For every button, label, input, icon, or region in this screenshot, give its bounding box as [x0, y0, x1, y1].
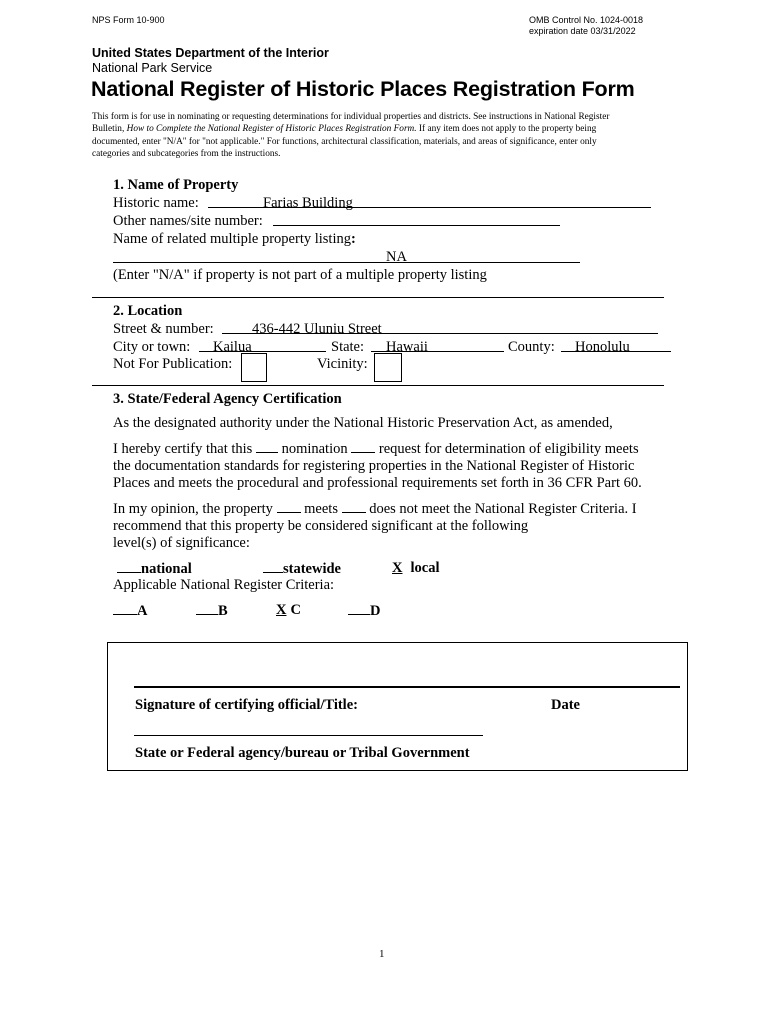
- opinion-text-b: meets: [304, 501, 338, 517]
- criteria-b-letter: B: [218, 603, 228, 619]
- criteria-c-letter: C: [290, 602, 301, 618]
- certify-text-a: I hereby certify that this: [113, 441, 253, 457]
- opinion-line-1: [113, 499, 637, 518]
- intro-na-text: If any item does not apply to the property being: [416, 124, 597, 135]
- criteria-c-mark[interactable]: X: [276, 602, 287, 618]
- intro-line-1: This form is for use in nominating or requesting determinations for individual properties and districts. See instructions in National Register: [92, 112, 610, 122]
- criteria-b-blank[interactable]: [196, 601, 218, 615]
- not-for-publication-label: Not For Publication:: [113, 356, 233, 372]
- service-name: National Park Service: [92, 61, 213, 75]
- level-local-mark[interactable]: X: [392, 560, 403, 576]
- other-names-label: Other names/site number:: [113, 213, 263, 229]
- vicinity-label: Vicinity:: [317, 356, 368, 372]
- page-title: National Register of Historic Places Registration Form: [91, 77, 635, 101]
- form-id: NPS Form 10-900: [92, 15, 165, 25]
- level-national-blank[interactable]: [117, 559, 141, 573]
- intro-line-4: categories and subcategories from the instructions.: [92, 148, 281, 159]
- historic-name-label: Historic name:: [113, 195, 199, 211]
- meets-blank[interactable]: [277, 499, 301, 513]
- certify-text-b: nomination: [281, 441, 348, 457]
- agency-line[interactable]: [134, 735, 483, 736]
- expiration-date: expiration date 03/31/2022: [529, 26, 636, 36]
- related-listing-value[interactable]: NA: [386, 249, 407, 265]
- agency-label: State or Federal agency/bureau or Tribal Government: [135, 745, 470, 761]
- criteria-b[interactable]: [196, 601, 228, 620]
- intro-line-3: documented, enter "N/A" for "not applicable." For functions, architectural classification, materials, and areas of significance, enter only: [92, 136, 597, 147]
- level-statewide-blank[interactable]: [263, 559, 283, 573]
- opinion-line-3: level(s) of significance:: [113, 535, 250, 551]
- related-listing-label: [113, 230, 356, 248]
- level-local-label: local: [410, 560, 440, 576]
- intro-line-2: [92, 123, 682, 135]
- page-number: 1: [379, 948, 385, 960]
- criteria-d-blank[interactable]: [348, 601, 370, 615]
- street-label: Street & number:: [113, 321, 214, 337]
- street-value[interactable]: 436-442 Uluniu Street: [252, 321, 382, 337]
- intro-bulletin: Bulletin,: [92, 124, 127, 135]
- authority-statement: As the designated authority under the National Historic Preservation Act, as amended,: [113, 415, 613, 431]
- level-statewide-label: statewide: [283, 561, 341, 577]
- related-listing-colon: :: [350, 231, 356, 247]
- signature-label: Signature of certifying official/Title:: [135, 697, 358, 713]
- criteria-d[interactable]: [348, 601, 380, 620]
- certify-line-2: the documentation standards for registering properties in the National Register of Historic: [113, 458, 635, 474]
- state-label: State:: [331, 339, 365, 355]
- section3-heading: 3. State/Federal Agency Certification: [113, 391, 342, 407]
- opinion-text-c: does not meet the National Register Criteria. I: [369, 501, 637, 517]
- date-label: Date: [551, 697, 580, 713]
- not-for-publication-checkbox[interactable]: [241, 353, 267, 382]
- other-names-field[interactable]: [273, 225, 560, 226]
- intro-paragraph: [92, 111, 682, 160]
- omb-control-number: OMB Control No. 1024-0018: [529, 15, 644, 25]
- signature-line[interactable]: [134, 686, 680, 688]
- certify-text-c: request for determination of eligibility meets: [378, 441, 639, 457]
- certify-line-1: [113, 439, 639, 458]
- vicinity-checkbox[interactable]: [374, 353, 402, 382]
- related-listing-text: Name of related multiple property listing: [113, 231, 351, 247]
- criteria-c[interactable]: [270, 601, 301, 619]
- criteria-label: Applicable National Register Criteria:: [113, 577, 335, 593]
- nomination-blank[interactable]: [256, 439, 278, 453]
- state-value[interactable]: Hawaii: [386, 339, 428, 355]
- city-value[interactable]: Kailua: [213, 339, 252, 355]
- opinion-line-2: recommend that this property be considered significant at the following: [113, 518, 529, 534]
- section1-heading: 1. Name of Property: [113, 177, 239, 193]
- opinion-text-a: In my opinion, the property: [113, 501, 273, 517]
- does-not-meet-blank[interactable]: [342, 499, 366, 513]
- related-listing-underline: [113, 262, 580, 263]
- section2-heading: 2. Location: [113, 303, 183, 319]
- criteria-a[interactable]: [113, 601, 147, 620]
- criteria-a-blank[interactable]: [113, 601, 137, 615]
- related-listing-note: (Enter "N/A" if property is not part of a multiple property listing: [113, 267, 487, 283]
- level-national-label: national: [141, 561, 192, 577]
- section-divider-2: [92, 385, 664, 386]
- city-label: City or town:: [113, 339, 191, 355]
- county-value[interactable]: Honolulu: [575, 339, 630, 355]
- department-name: United States Department of the Interior: [92, 46, 329, 60]
- eligibility-request-blank[interactable]: [351, 439, 375, 453]
- certify-line-3: Places and meets the procedural and professional requirements set forth in 36 CFR Part 60.: [113, 475, 642, 491]
- section-divider-1: [92, 297, 664, 298]
- county-label: County:: [508, 339, 555, 355]
- criteria-a-letter: A: [137, 603, 148, 619]
- historic-name-value[interactable]: Farias Building: [263, 195, 353, 211]
- criteria-d-letter: D: [370, 603, 381, 619]
- intro-bulletin-title: How to Complete the National Register of Historic Places Registration Form.: [126, 124, 417, 135]
- level-local[interactable]: [384, 559, 439, 577]
